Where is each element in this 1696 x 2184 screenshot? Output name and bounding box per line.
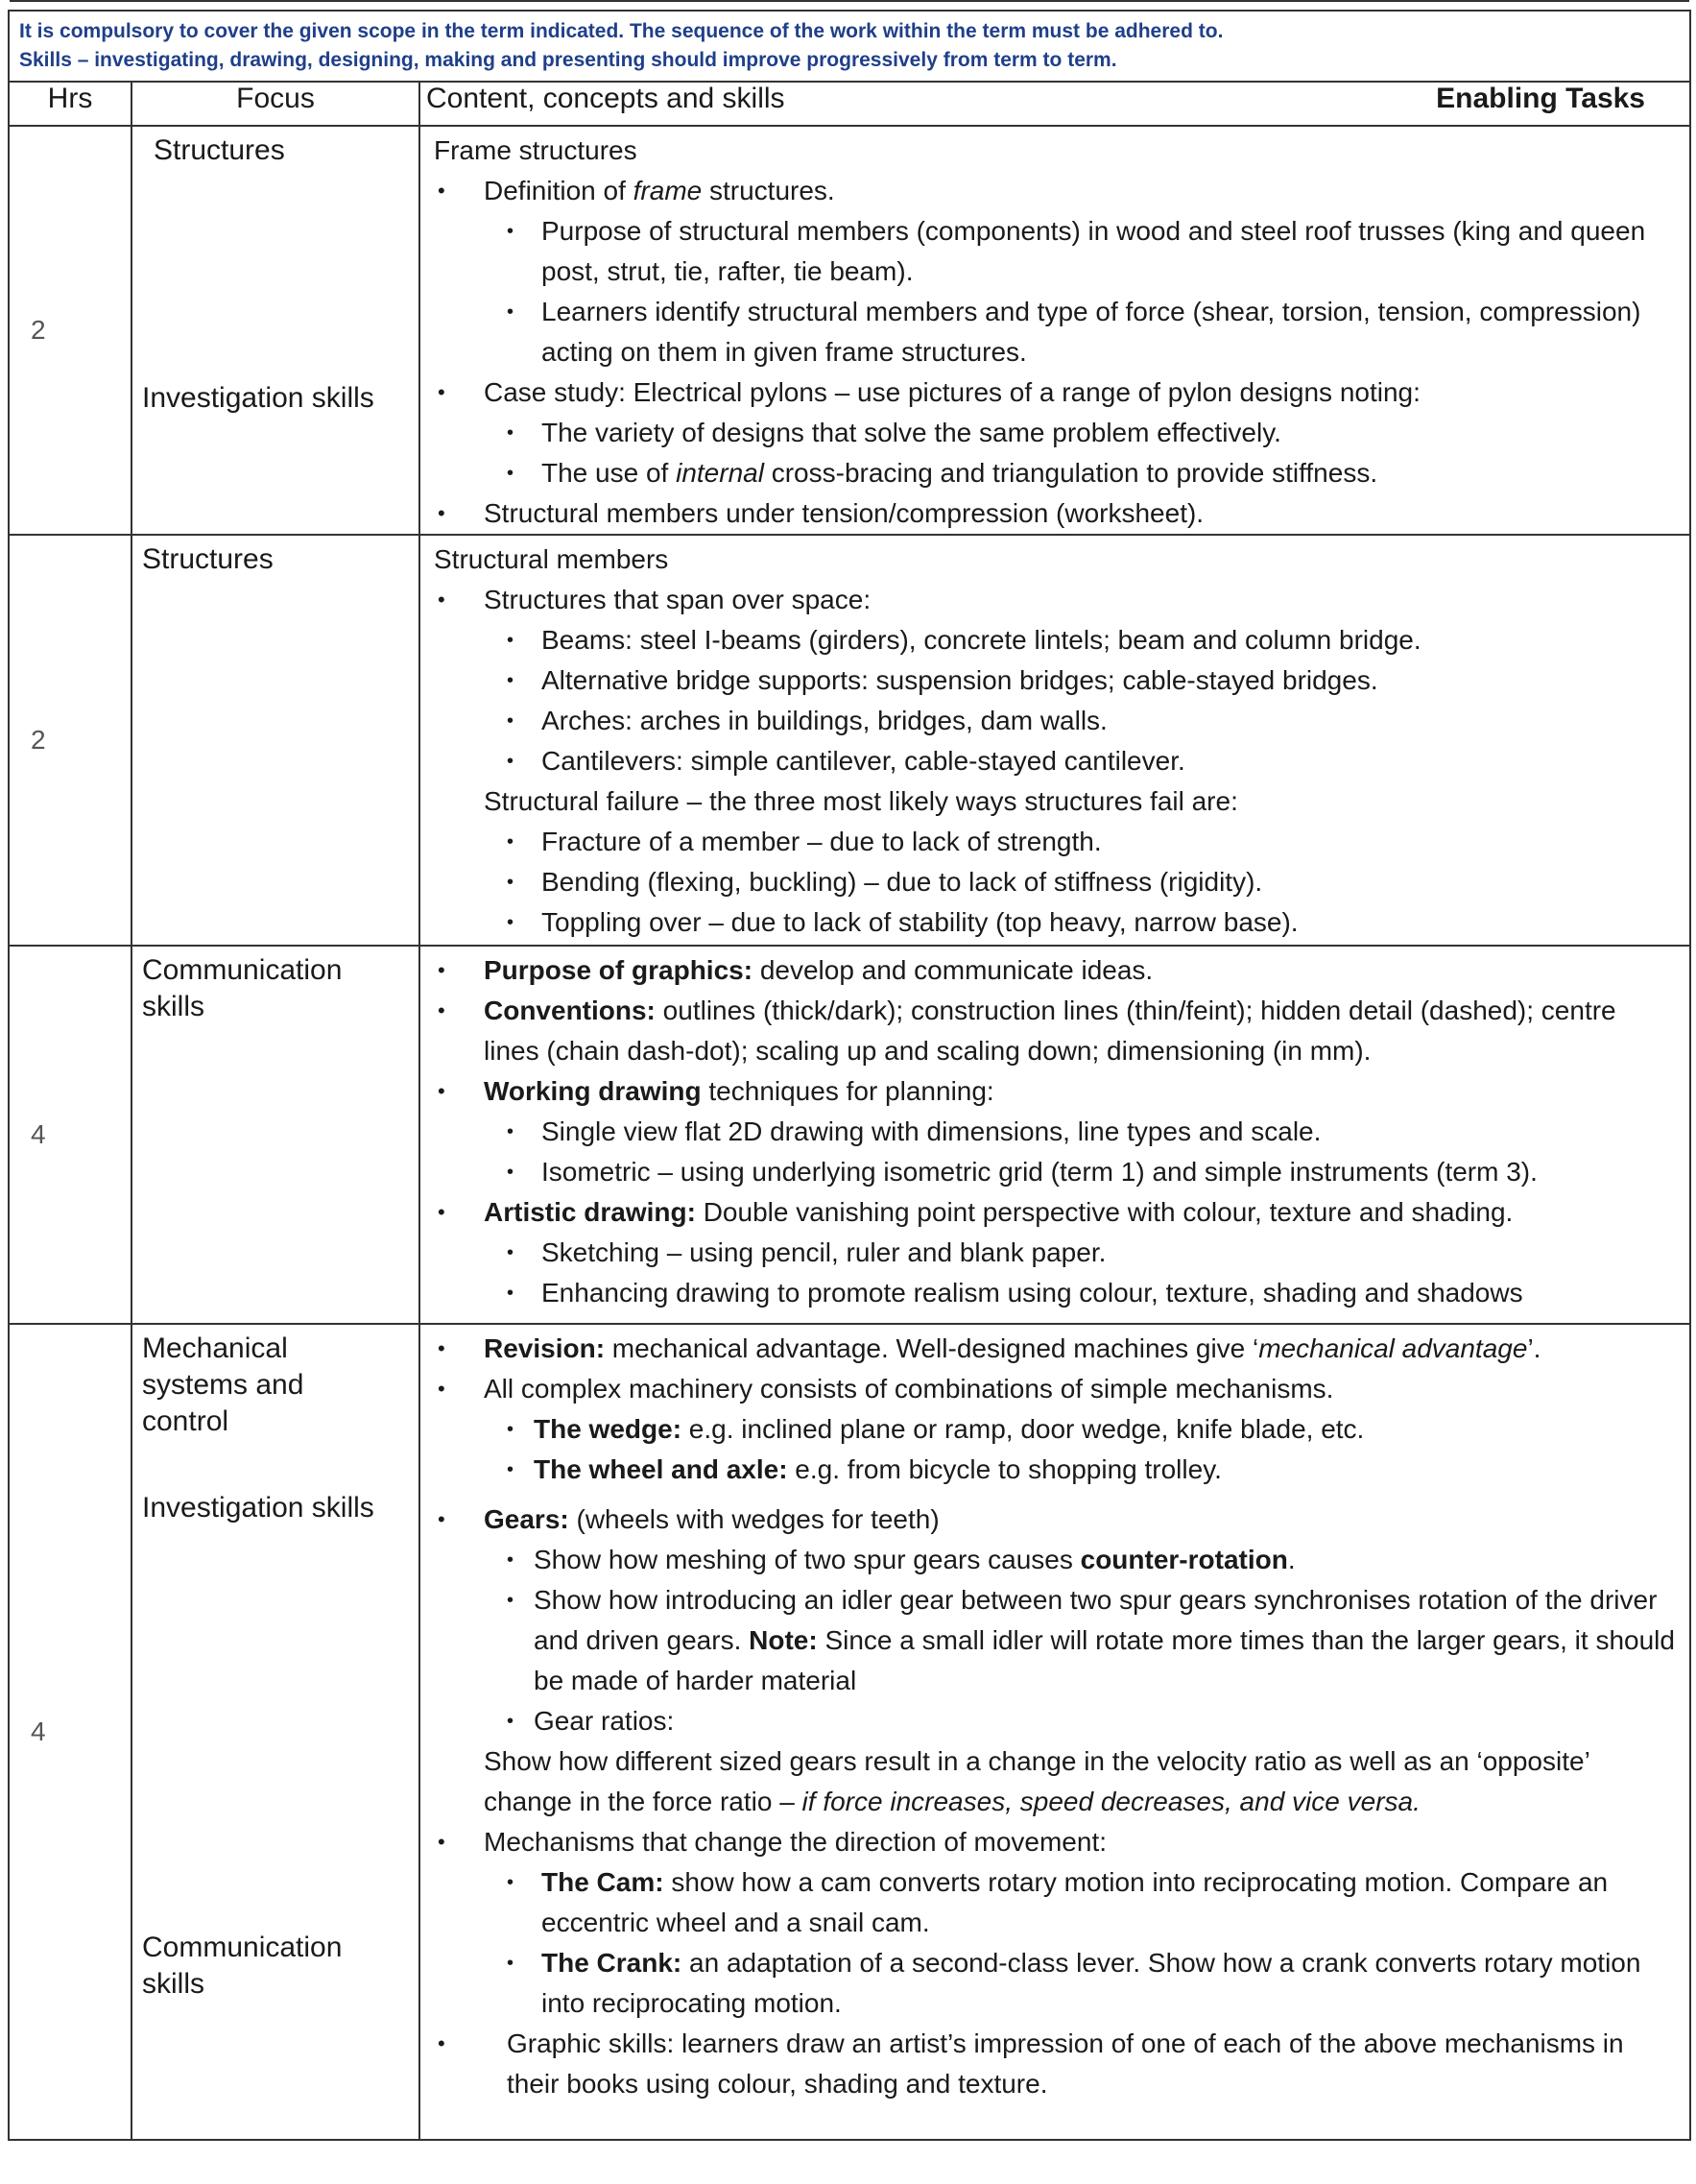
focus-label: Structures [154, 134, 285, 166]
list-item: • The Crank: an adaptation of a second-class lever. Show how a crank converts rotary motion into reciprocating motion. [434, 1943, 1678, 2024]
list-item: • The Cam: show how a cam converts rotary motion into reciprocating motion. Compare an eccentric wheel and a snail cam. [434, 1862, 1678, 1943]
list-item: • Gear ratios: [434, 1701, 1678, 1741]
list-item: • Graphic skills: learners draw an artist’s impression of one of each of the above mechanisms in their books using colour, shading and texture. [434, 2024, 1678, 2104]
banner-line-1: It is compulsory to cover the given scope in the term indicated. The sequence of the work within the term must be adhered to. [19, 20, 1224, 42]
focus-cell [131, 946, 419, 1324]
table-row [9, 126, 1690, 535]
hrs-cell: 4 [9, 946, 131, 1324]
focus-label: Mechanical systems and control [142, 1332, 304, 1437]
list-item: Show how different sized gears result in a change in the velocity ratio as well as an ‘opposite’ change in the force ratio – if force increases, speed decreases, and vice versa. [484, 1746, 1589, 1816]
scope-table [8, 10, 1691, 2141]
list-item: • The use of internal cross-bracing and triangulation to provide stiffness. [434, 453, 1678, 493]
focus-label: Communication skills [142, 954, 343, 1022]
list-item: • Working drawing techniques for planning: [434, 1071, 1678, 1112]
list-item: • Cantilevers: simple cantilever, cable-stayed cantilever. [434, 741, 1678, 781]
enabling-tasks-header: Enabling Tasks [1436, 83, 1645, 114]
list-item: • Bending (flexing, buckling) – due to lack of stiffness (rigidity). [434, 862, 1678, 902]
list-item: • Revision: mechanical advantage. Well-designed machines give ‘mechanical advantage’. [434, 1329, 1678, 1369]
section-title: Frame structures [434, 135, 637, 165]
banner-line-2: Skills – investigating, drawing, designing, making and presenting should improve progressively from term to term. [19, 49, 1117, 71]
list-item: • All complex machinery consists of combinations of simple mechanisms. [434, 1369, 1678, 1409]
focus-label: Communication skills [142, 1932, 343, 2000]
header-row [9, 82, 1690, 126]
list-item: • The variety of designs that solve the same problem effectively. [434, 413, 1678, 453]
list-item: • Structural members under tension/compression (worksheet). [434, 493, 1678, 534]
list-item: • Learners identify structural members and type of force (shear, torsion, tension, compression) acting on them in given frame structures. [434, 292, 1678, 372]
table-row [9, 1324, 1690, 2140]
focus-label: Structures [142, 543, 274, 575]
list-item: • Arches: arches in buildings, bridges, dam walls. [434, 701, 1678, 741]
focus-label: Investigation skills [142, 1492, 374, 1524]
list-item: Structural failure – the three most likely ways structures fail are: [484, 786, 1238, 816]
list-item: • Definition of frame structures. [434, 171, 1678, 211]
content-cell [419, 946, 1690, 1324]
list-item: • Case study: Electrical pylons – use pictures of a range of pylon designs noting: [434, 372, 1678, 413]
list-item: • Structures that span over space: [434, 580, 1678, 620]
hrs-cell: 2 [9, 535, 131, 946]
focus-cell [131, 1324, 419, 2140]
list-item: • Alternative bridge supports: suspension bridges; cable-stayed bridges. [434, 660, 1678, 701]
table-row [9, 946, 1690, 1324]
list-item: • Gears: (wheels with wedges for teeth) [434, 1500, 1678, 1540]
list-item: • Show how introducing an idler gear between two spur gears synchronises rotation of the driver and driven gears. Note: Since a small idler will rotate more times than the larger gears, it should be made of harder material [434, 1580, 1678, 1701]
hrs-cell: 2 [9, 126, 131, 535]
list-item: • Toppling over – due to lack of stability (top heavy, narrow base). [434, 902, 1678, 943]
list-item: • Isometric – using underlying isometric grid (term 1) and simple instruments (term 3). [434, 1152, 1678, 1192]
table-row [9, 535, 1690, 946]
list-item: • Show how meshing of two spur gears causes counter-rotation. [434, 1540, 1678, 1580]
list-item: • Mechanisms that change the direction of movement: [434, 1822, 1678, 1862]
list-item: • Beams: steel I-beams (girders), concrete lintels; beam and column bridge. [434, 620, 1678, 660]
list-item: • Sketching – using pencil, ruler and blank paper. [434, 1233, 1678, 1273]
focus-label: Investigation skills [142, 382, 374, 414]
list-item: • The wedge: e.g. inclined plane or ramp, door wedge, knife blade, etc. [434, 1409, 1678, 1450]
list-item: • Single view flat 2D drawing with dimensions, line types and scale. [434, 1112, 1678, 1152]
content-cell [419, 1324, 1690, 2140]
focus-cell [131, 535, 419, 946]
section-title: Structural members [434, 544, 669, 574]
list-item: • Enhancing drawing to promote realism using colour, texture, shading and shadows [434, 1273, 1678, 1313]
focus-header: Focus [131, 82, 419, 126]
content-cell [419, 126, 1690, 535]
list-item: • Purpose of structural members (components) in wood and steel roof trusses (king and queen post, strut, tie, rafter, tie beam). [434, 211, 1678, 292]
list-item: • Conventions: outlines (thick/dark); construction lines (thin/feint); hidden detail (dashed); centre lines (chain dash-dot); scaling up and scaling down; dimensioning (in mm). [434, 991, 1678, 1071]
instructions-banner [9, 11, 1690, 82]
focus-cell [131, 126, 419, 535]
list-item: • Artistic drawing: Double vanishing point perspective with colour, texture and shading. [434, 1192, 1678, 1233]
hrs-header: Hrs [9, 82, 131, 126]
list-item: • The wheel and axle: e.g. from bicycle to shopping trolley. [434, 1450, 1678, 1490]
content-header: Content, concepts and skills [426, 83, 785, 114]
list-item: • Purpose of graphics: develop and communicate ideas. [434, 950, 1678, 991]
hrs-cell: 4 [9, 1324, 131, 2140]
content-cell [419, 535, 1690, 946]
list-item: • Fracture of a member – due to lack of strength. [434, 822, 1678, 862]
